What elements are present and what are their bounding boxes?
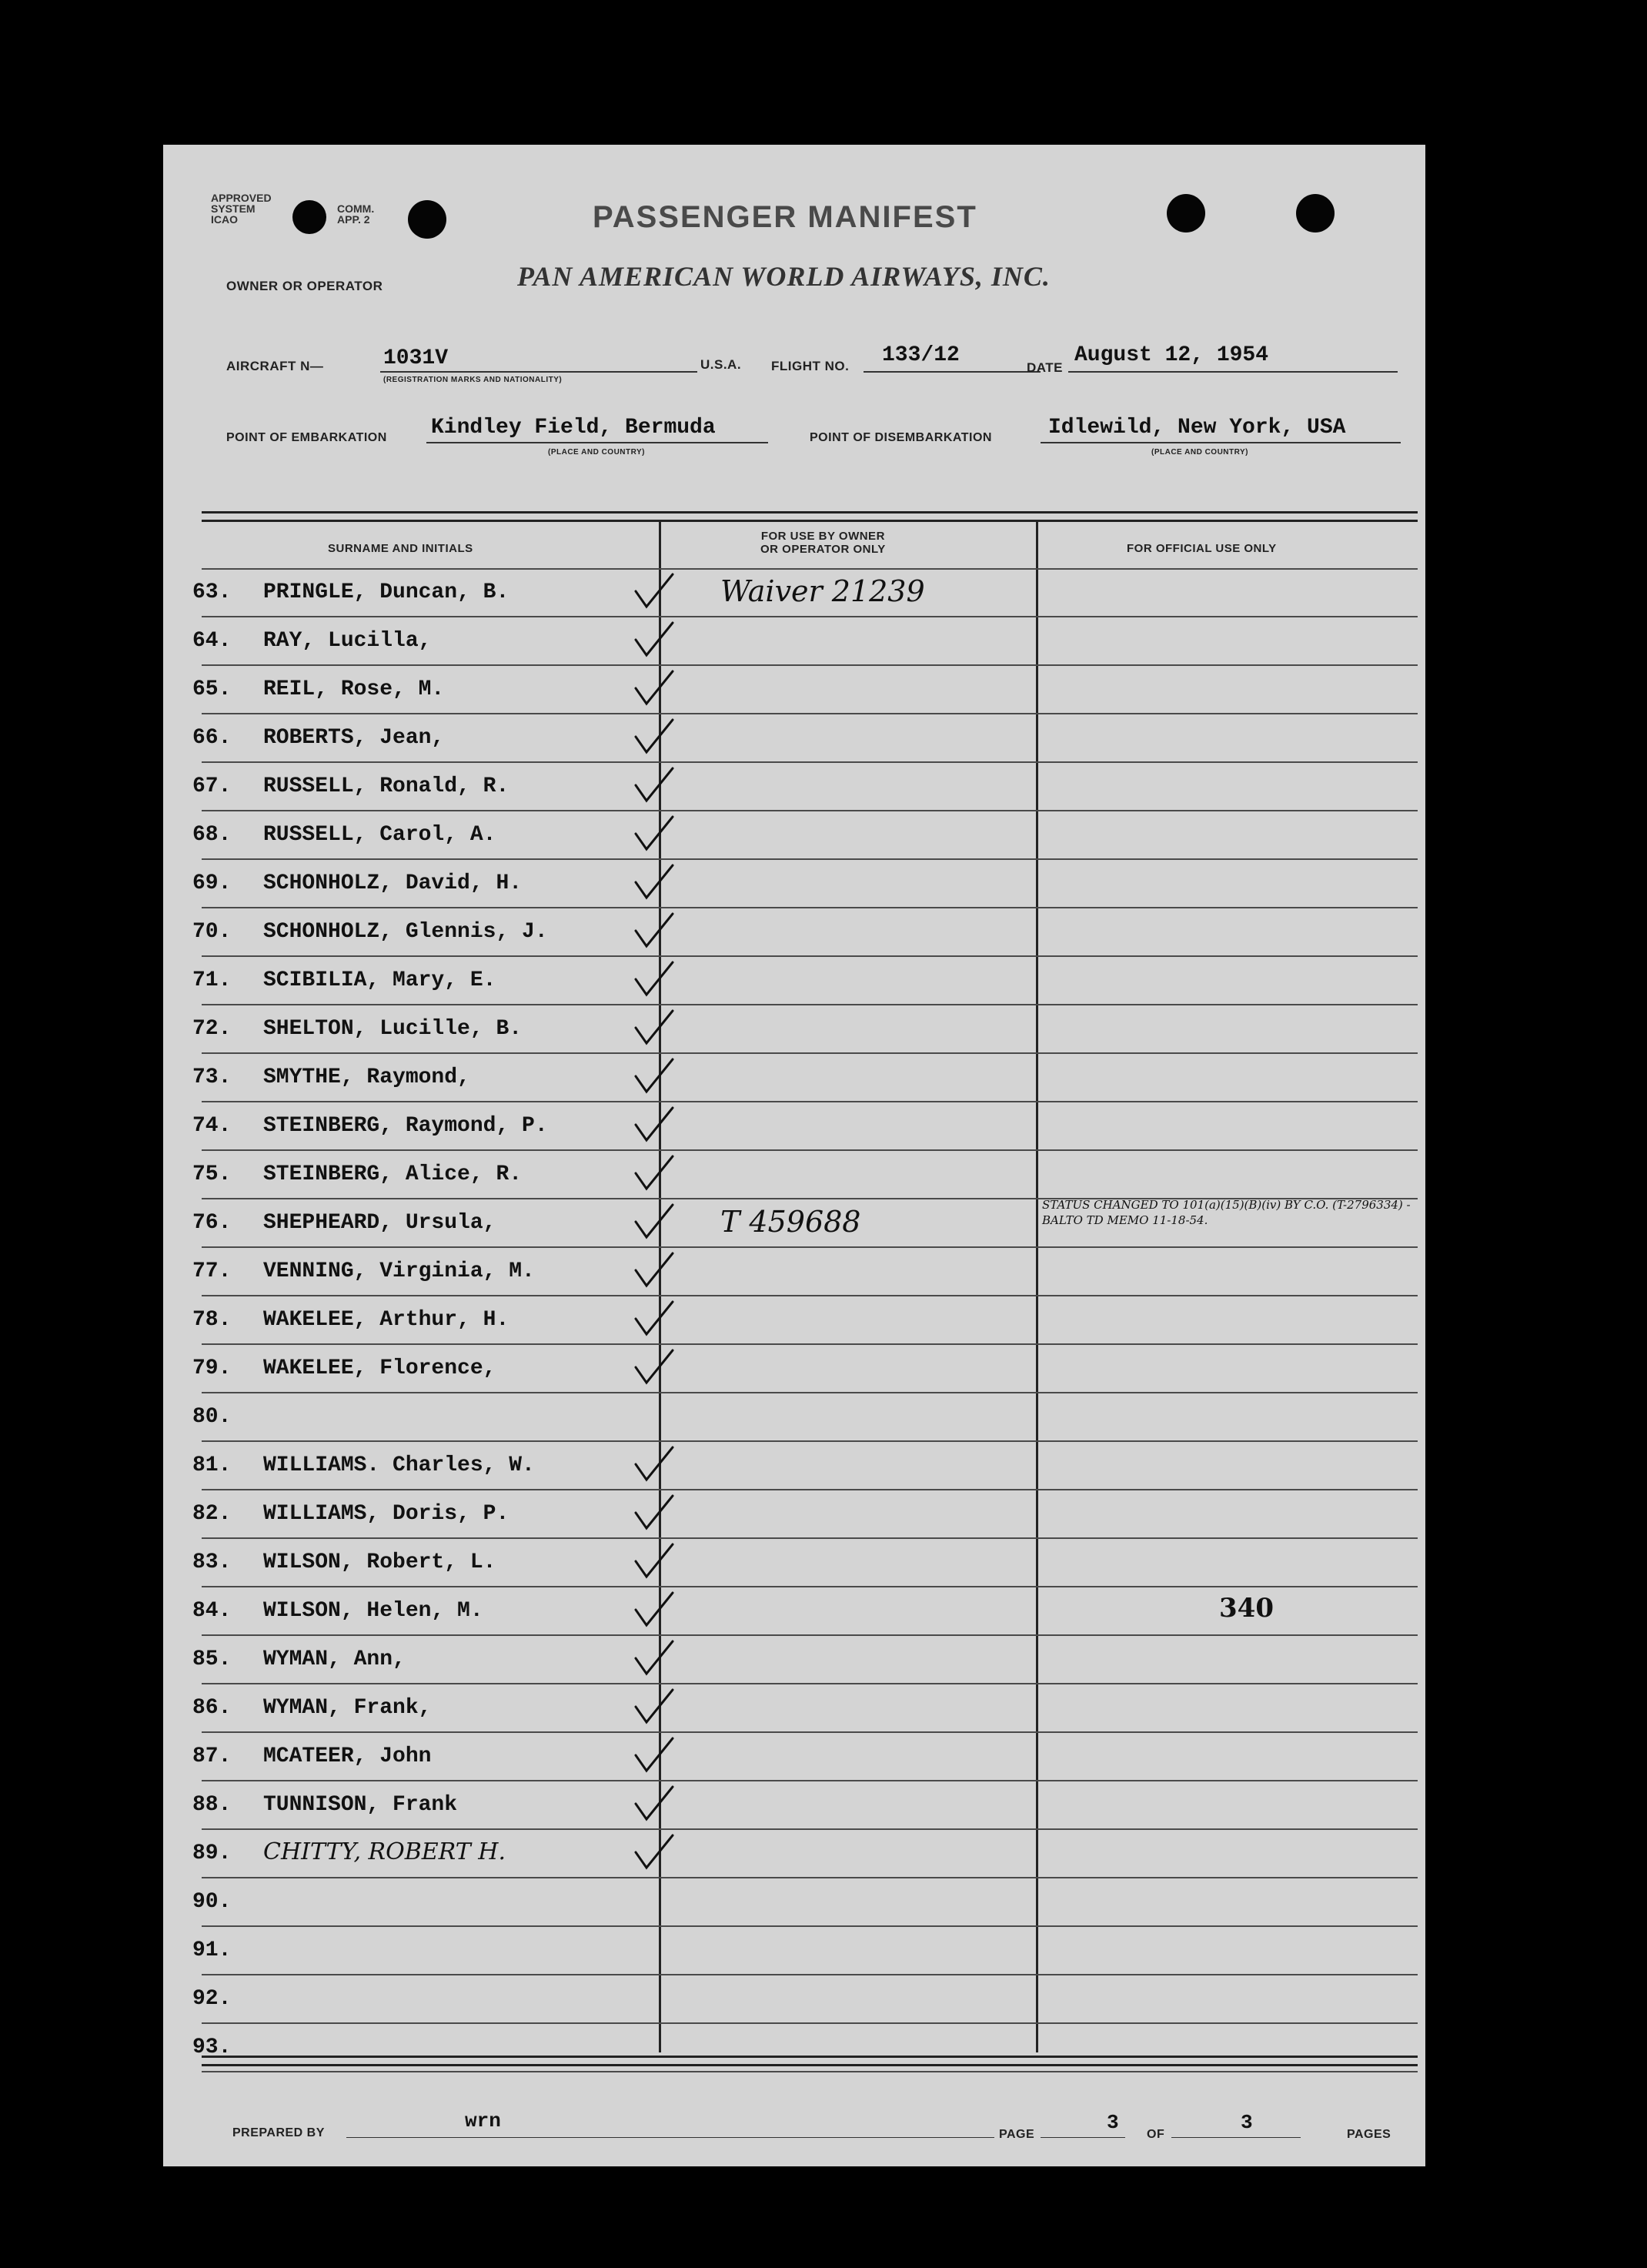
passenger-name: WILLIAMS, Doris, P.: [263, 1502, 509, 1526]
embark-sublabel: (PLACE AND COUNTRY): [548, 448, 645, 457]
disembark-label: POINT OF DISEMBARKATION: [810, 431, 992, 444]
passenger-name: STEINBERG, Alice, R.: [263, 1162, 523, 1186]
approval-line: APPROVED: [211, 192, 272, 204]
table-top-border: [202, 511, 1418, 522]
row-rule: [202, 1489, 1418, 1490]
passenger-row: [163, 1055, 1425, 1102]
row-rule: [202, 1246, 1418, 1248]
row-number: 73.: [192, 1065, 232, 1089]
row-rule: [202, 810, 1418, 811]
row-rule: [202, 1295, 1418, 1296]
page-total: 3: [1241, 2111, 1253, 2134]
row-rule: [202, 1392, 1418, 1393]
row-rule: [202, 1343, 1418, 1345]
check-mark-icon: [630, 1831, 679, 1877]
check-mark-icon: [630, 812, 679, 858]
passenger-row: [163, 1734, 1425, 1781]
row-rule: [202, 664, 1418, 666]
flight-label: FLIGHT NO.: [771, 359, 850, 373]
row-number: 72.: [192, 1017, 232, 1041]
owner-note: Waiver 21239: [720, 574, 925, 608]
row-number: 64.: [192, 629, 232, 653]
passenger-name: SHEPHEARD, Ursula,: [263, 1211, 496, 1235]
check-mark-stroke: [636, 623, 673, 655]
passenger-row: [163, 764, 1425, 811]
approval-line: SYSTEM: [211, 202, 256, 215]
passenger-row: [163, 1831, 1425, 1878]
check-mark-icon: [630, 1734, 679, 1780]
official-note: 340: [1219, 1593, 1274, 1624]
passenger-name: WYMAN, Frank,: [263, 1696, 432, 1720]
check-mark-icon: [630, 1540, 679, 1586]
prepared-label: PREPARED BY: [232, 2126, 325, 2139]
check-mark-icon: [630, 1346, 679, 1392]
column-header-owner-line: FOR USE BY OWNER: [760, 530, 885, 543]
row-rule: [202, 1586, 1418, 1587]
row-rule: [202, 1780, 1418, 1781]
page-label: PAGE: [999, 2128, 1035, 2141]
column-header-owner: [760, 530, 886, 556]
check-mark-icon: [630, 618, 679, 664]
check-mark-icon: [630, 1055, 679, 1101]
row-number: 91.: [192, 1939, 232, 1962]
row-rule: [202, 1877, 1418, 1878]
passenger-name: ROBERTS, Jean,: [263, 726, 445, 750]
check-mark-stroke: [636, 1253, 673, 1286]
check-mark-icon: [630, 570, 679, 616]
row-number: 82.: [192, 1502, 232, 1526]
row-number: 75.: [192, 1162, 232, 1186]
embark-label: POINT OF EMBARKATION: [226, 431, 387, 444]
check-mark-stroke: [636, 1787, 673, 1819]
flight-number: 133/12: [882, 343, 960, 367]
row-rule: [202, 761, 1418, 763]
punch-hole: [1167, 194, 1205, 232]
flight-date: August 12, 1954: [1074, 343, 1269, 367]
passenger-row: [163, 1685, 1425, 1733]
row-rule: [202, 1828, 1418, 1830]
row-rule: [202, 1052, 1418, 1054]
row-number: 83.: [192, 1550, 232, 1574]
passenger-row: [163, 1540, 1425, 1587]
row-rule: [202, 1974, 1418, 1975]
row-number: 63.: [192, 580, 232, 604]
check-mark-stroke: [636, 1835, 673, 1868]
aircraft-label: AIRCRAFT N—: [226, 359, 324, 373]
check-mark-stroke: [636, 1641, 673, 1674]
check-mark-icon: [630, 1249, 679, 1295]
owner-label: OWNER OR OPERATOR: [226, 279, 383, 293]
check-mark-icon: [630, 1200, 679, 1246]
prepared-by: wrn: [465, 2109, 501, 2133]
passenger-row: [163, 667, 1425, 714]
passenger-row: [163, 570, 1425, 617]
passenger-row: [163, 1782, 1425, 1830]
passenger-row: [163, 861, 1425, 908]
check-mark-icon: [630, 1782, 679, 1828]
row-rule: [202, 2022, 1418, 2024]
check-mark-icon: [630, 1103, 679, 1149]
aircraft-sublabel: (REGISTRATION MARKS AND NATIONALITY): [383, 376, 563, 384]
official-note: STATUS CHANGED TO 101(a)(15)(B)(iv) BY C.O. (T-2796334) - BALTO TD MEMO 11-18-54.: [1042, 1198, 1411, 1227]
row-rule: [202, 1537, 1418, 1539]
passenger-name: VENNING, Virginia, M.: [263, 1259, 535, 1283]
passenger-row: [163, 812, 1425, 860]
owner-note: T 459688: [720, 1205, 861, 1239]
row-rule: [202, 1925, 1418, 1927]
passenger-row: [163, 1637, 1425, 1684]
row-number: 78.: [192, 1308, 232, 1332]
passenger-row: [163, 1249, 1425, 1296]
row-rule: [202, 907, 1418, 908]
passenger-row: [163, 1443, 1425, 1490]
check-mark-stroke: [636, 1156, 673, 1189]
check-mark-icon: [630, 909, 679, 955]
disembark-underline: [1041, 442, 1401, 443]
passenger-name: REIL, Rose, M.: [263, 677, 445, 701]
page-number: 3: [1107, 2111, 1119, 2134]
row-rule: [202, 1149, 1418, 1151]
passenger-name: TUNNISON, Frank: [263, 1793, 458, 1817]
passenger-name: WYMAN, Ann,: [263, 1647, 406, 1671]
passenger-row: [163, 958, 1425, 1005]
check-mark-stroke: [636, 574, 673, 607]
check-mark-stroke: [636, 1350, 673, 1383]
pages-label: PAGES: [1347, 2128, 1391, 2141]
row-number: 87.: [192, 1744, 232, 1768]
row-rule: [202, 616, 1418, 617]
row-rule: [202, 1004, 1418, 1005]
check-mark-icon: [630, 715, 679, 761]
passenger-row: [163, 1346, 1425, 1393]
row-rule: [202, 1634, 1418, 1636]
prepared-underline: [346, 2137, 994, 2138]
row-number: 71.: [192, 968, 232, 992]
row-number: 65.: [192, 677, 232, 701]
row-number: 67.: [192, 774, 232, 798]
check-mark-stroke: [636, 1544, 673, 1577]
row-rule: [202, 1440, 1418, 1442]
row-number: 92.: [192, 1987, 232, 2011]
passenger-name: SCIBILIA, Mary, E.: [263, 968, 496, 992]
row-rule: [202, 1101, 1418, 1102]
check-mark-icon: [630, 1588, 679, 1634]
passenger-name: WILLIAMS. Charles, W.: [263, 1453, 535, 1477]
row-number: 70.: [192, 920, 232, 944]
of-label: OF: [1147, 2128, 1165, 2141]
row-number: 80.: [192, 1405, 232, 1429]
check-mark-stroke: [636, 1690, 673, 1722]
passenger-row: [163, 1491, 1425, 1539]
passenger-row: [163, 1976, 1425, 2024]
row-number: 84.: [192, 1599, 232, 1623]
row-rule: [202, 955, 1418, 957]
passenger-name: STEINBERG, Raymond, P.: [263, 1114, 548, 1138]
check-mark-stroke: [636, 671, 673, 704]
aircraft-number: 1031V: [383, 346, 449, 370]
passenger-name: PRINGLE, Duncan, B.: [263, 580, 509, 604]
date-underline: [1068, 371, 1398, 373]
check-mark-icon: [630, 667, 679, 713]
row-number: 93.: [192, 2036, 232, 2059]
approval-line: ICAO: [211, 213, 238, 226]
passenger-row: [163, 1879, 1425, 1927]
check-mark-icon: [630, 1006, 679, 1052]
passenger-row: [163, 1152, 1425, 1199]
passenger-row: [163, 1928, 1425, 1975]
check-mark-icon: [630, 1685, 679, 1731]
check-mark-icon: [630, 1491, 679, 1537]
disembark-sublabel: (PLACE AND COUNTRY): [1151, 448, 1248, 457]
company-name: PAN AMERICAN WORLD AIRWAYS, INC.: [517, 261, 1051, 292]
usa-label: U.S.A.: [700, 357, 742, 372]
column-header-surname: SURNAME AND INITIALS: [328, 542, 473, 555]
check-mark-icon: [630, 1297, 679, 1343]
check-mark-stroke: [636, 1302, 673, 1334]
passenger-name: SCHONHOLZ, Glennis, J.: [263, 920, 548, 944]
approval-line: COMM.: [337, 202, 375, 215]
check-mark-icon: [630, 764, 679, 810]
check-mark-stroke: [636, 962, 673, 995]
punch-hole: [292, 200, 326, 234]
check-mark-stroke: [636, 720, 673, 752]
row-number: 90.: [192, 1890, 232, 1914]
passenger-name: RUSSELL, Carol, A.: [263, 823, 496, 847]
check-mark-stroke: [636, 817, 673, 849]
check-mark-stroke: [636, 1011, 673, 1043]
row-number: 85.: [192, 1647, 232, 1671]
check-mark-icon: [630, 861, 679, 907]
passenger-row: [163, 909, 1425, 957]
table-bottom-border: [202, 2056, 1418, 2066]
row-rule: [202, 1731, 1418, 1733]
row-rule: [202, 2071, 1418, 2072]
passenger-row: [163, 1103, 1425, 1151]
passenger-name: WAKELEE, Florence,: [263, 1356, 496, 1380]
check-mark-stroke: [636, 768, 673, 801]
approval-line: APP. 2: [337, 213, 370, 226]
row-rule: [202, 1683, 1418, 1684]
row-number: 69.: [192, 871, 232, 895]
row-number: 86.: [192, 1696, 232, 1720]
row-number: 81.: [192, 1453, 232, 1477]
check-mark-stroke: [636, 1059, 673, 1092]
total-underline: [1171, 2137, 1301, 2138]
form-title: PASSENGER MANIFEST: [593, 200, 977, 234]
approval-block: [211, 192, 272, 225]
flight-underline: [864, 371, 1041, 373]
passenger-name: SCHONHOLZ, David, H.: [263, 871, 523, 895]
row-number: 89.: [192, 1841, 232, 1865]
row-number: 88.: [192, 1793, 232, 1817]
passenger-row: [163, 1297, 1425, 1345]
passenger-name: WILSON, Robert, L.: [263, 1550, 496, 1574]
passenger-row: [163, 1588, 1425, 1636]
passenger-row: [163, 618, 1425, 666]
passenger-row: [163, 1006, 1425, 1054]
check-mark-icon: [630, 1152, 679, 1198]
row-number: 77.: [192, 1259, 232, 1283]
passenger-name: WILSON, Helen, M.: [263, 1599, 483, 1623]
check-mark-stroke: [636, 1496, 673, 1528]
row-number: 79.: [192, 1356, 232, 1380]
disembark-value: Idlewild, New York, USA: [1048, 416, 1346, 440]
check-mark-icon: [630, 958, 679, 1004]
row-number: 68.: [192, 823, 232, 847]
approval-block-right: [337, 203, 374, 225]
passenger-name: RAY, Lucilla,: [263, 629, 432, 653]
row-rule: [202, 713, 1418, 714]
column-header-official: FOR OFFICIAL USE ONLY: [1127, 542, 1277, 555]
row-number: 76.: [192, 1211, 232, 1235]
manifest-sheet: [163, 145, 1425, 2166]
check-mark-icon: [630, 1443, 679, 1489]
column-header-owner-line: OR OPERATOR ONLY: [760, 543, 886, 556]
punch-hole: [408, 200, 446, 239]
passenger-name: MCATEER, John: [263, 1744, 432, 1768]
check-mark-stroke: [636, 914, 673, 946]
row-rule: [202, 858, 1418, 860]
embark-value: Kindley Field, Bermuda: [431, 416, 716, 440]
passenger-name: WAKELEE, Arthur, H.: [263, 1308, 509, 1332]
passenger-row: [163, 1200, 1425, 1248]
passenger-row: [163, 1394, 1425, 1442]
passenger-name: CHITTY, ROBERT H.: [263, 1838, 506, 1865]
passenger-name: SHELTON, Lucille, B.: [263, 1017, 523, 1041]
check-mark-stroke: [636, 1447, 673, 1480]
page-underline: [1041, 2137, 1125, 2138]
row-number: 74.: [192, 1114, 232, 1138]
row-number: 66.: [192, 726, 232, 750]
check-mark-stroke: [636, 865, 673, 898]
passenger-row: [163, 715, 1425, 763]
punch-hole: [1296, 194, 1335, 232]
passenger-name: RUSSELL, Ronald, R.: [263, 774, 509, 798]
aircraft-underline: [380, 371, 697, 373]
embark-underline: [426, 442, 768, 443]
check-mark-stroke: [636, 1108, 673, 1140]
passenger-name: SMYTHE, Raymond,: [263, 1065, 470, 1089]
date-label: DATE: [1027, 360, 1064, 375]
check-mark-stroke: [636, 1205, 673, 1237]
check-mark-stroke: [636, 1593, 673, 1625]
check-mark-stroke: [636, 1738, 673, 1771]
check-mark-icon: [630, 1637, 679, 1683]
